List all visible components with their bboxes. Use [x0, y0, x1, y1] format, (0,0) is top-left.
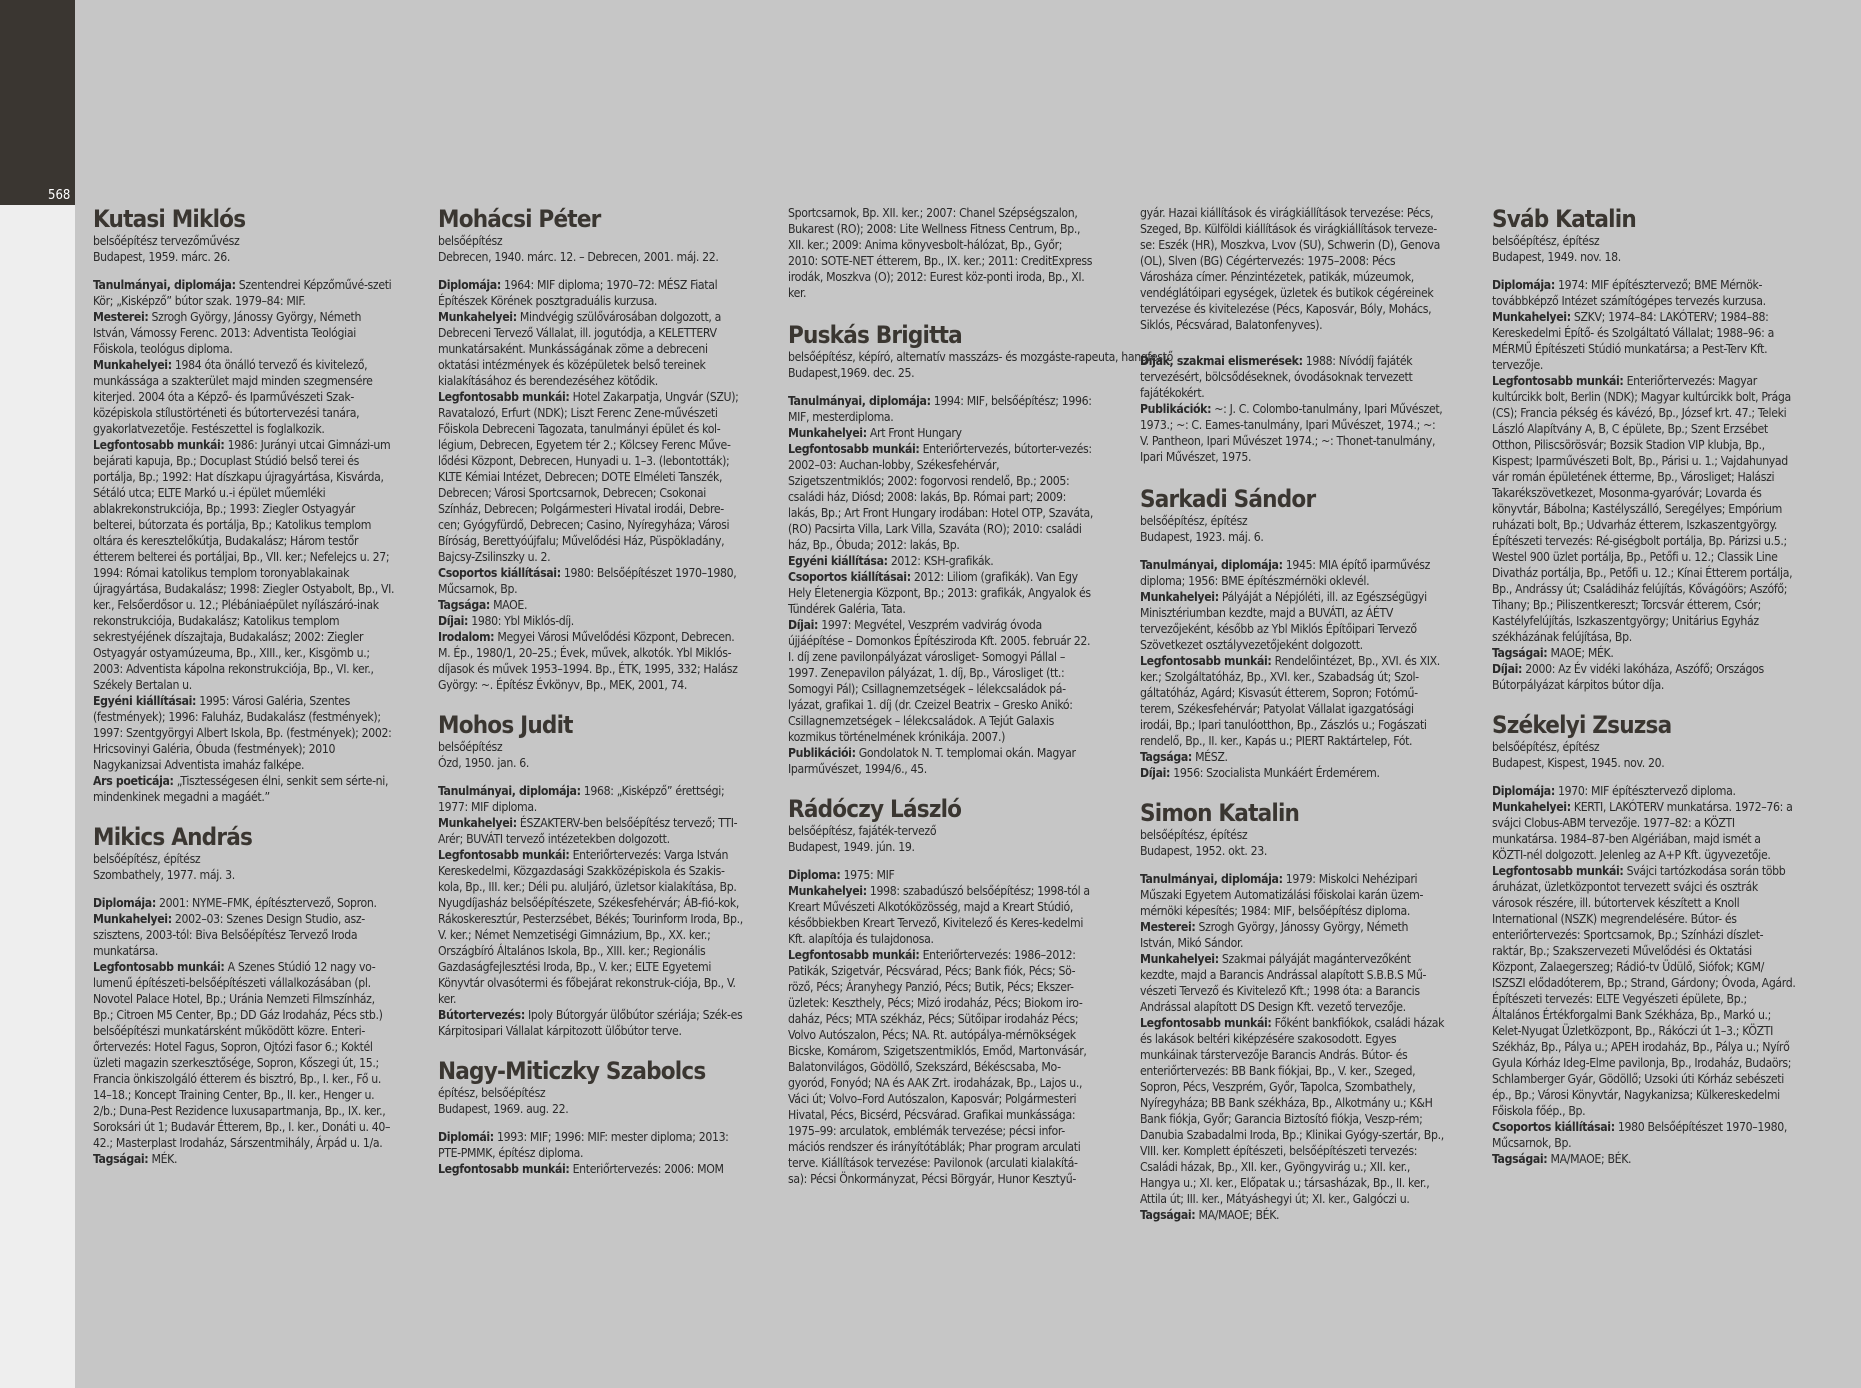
field-text: 2012: KSH-grafikák. [890, 554, 994, 568]
field-entry [1140, 1015, 1445, 1207]
biography-entry [1140, 799, 1445, 1223]
field-text: Enteriőrtervezés: 2006: MOM [572, 1162, 724, 1176]
field-entry [1492, 277, 1797, 309]
field-entry [93, 277, 398, 309]
field-text: 1980: Ybl Miklós-díj. [471, 614, 574, 628]
field-text: Ipoly Bútorgyár ülőbútor szériája; Szék-es Kárpitosipari Vállalat kárpitozott ülőbútor terve. [438, 1008, 743, 1038]
field-text: MÉSZ. [1195, 750, 1228, 764]
field-label: Munkahelyei: [1140, 952, 1219, 966]
field-text: 1980 Belsőépítészet 1970–1980, Műcsarnok, Bp. [1492, 1120, 1788, 1150]
field-entry [1140, 401, 1445, 465]
person-name: Székelyi Zsuzsa [1492, 711, 1672, 739]
entry-fields [93, 895, 398, 1167]
field-entry [788, 553, 1093, 569]
field-label: Diplomája: [1492, 278, 1555, 292]
field-label: Publikációi: [788, 746, 856, 760]
field-label: Tagságai: [1140, 1208, 1196, 1222]
field-text: 1997: Megvétel, Veszprém vadvirág óvoda újjáépítése – Domonkos Építésziroda Kft. 2005. február 22. I. díj zene pavilonpályázat városliget- Somogyi Pállal – 1997. Zenepavilon pályázat, 1. díj, Bp., Városliget (tt.: Somogyi Pál); Csillagnemzetségek – lélekcsaládok pá-lyázat, grafikai 1. díj (dr. Czeizel Beatrix – Gresko Anikó: Csillagnemzetségek – lélekcsaládok. A Tejút Galaxis kozmikus történelmének krónikája. 2007.) [788, 618, 1091, 744]
person-meta [438, 233, 743, 265]
field-entry [93, 959, 398, 1151]
field-text: Svájci tartózkodása során több áruházat, üzletközpontot tervezett svájci és osztrák városok részére, ill. bútortervek készített a Knoll International (NSZK) megrendelésére. Bútor- és enteriőrtervezés: Sportcsarnok, Bp.; Színházi díszlet-raktár, Bp.; Szakszervezeti Művelődési és Oktatási Központ, Zalaegerszeg; Rádió-tv Üdülő, Siófok; KGM/ ISZSZI elődadóterem, Bp.; Strand, Gárdony; Óvoda, Agárd. Építészeti tervezés: ELTE Vegyészeti épülete, Bp.; Általános Értékforgalmi Bank Székháza, Bp., Markó u.; Kelet-Nyugat Üzletközpont, Bp., Rákóczi út 1–3.; KÖZTI Székház, Bp., Pálya u.; APEH irodaház, Bp., Pálya u.; Nyírő Gyula Kórház Ideg-Elme pavilonja, Bp., Irodaház, Budaörs; Schlamberger Gyár, Gödöllő; Uzsoki úti Kórház sebészeti ép., Bp.; Városi Könyvtár, Nagykanizsa; Külkereskedelmi Főiskola főép., Bp. [1492, 864, 1796, 1118]
field-entry [788, 425, 1093, 441]
field-entry [1492, 373, 1797, 645]
person-name: Simon Katalin [1140, 799, 1300, 827]
field-entry [1492, 645, 1797, 661]
field-label: Legfontosabb munkái: [1140, 1016, 1272, 1030]
field-entry [788, 441, 1093, 553]
field-label: Legfontosabb munkái: [93, 438, 225, 452]
profession: belsőépítész, építész [93, 852, 201, 866]
continuation-text: gyár. Hazai kiállítások és virágkiállítások tervezése: Pécs, Szeged, Bp. Külföldi kiállítások és virágkiállítások terveze-se: Eszék (HR), Moszkva, Lvov (SU), Schwerin (D), Genova (OL), Slven (BG) Cégértervezés: 1975–2008: Pécs Városháza címer. Pénzintézetek, patikák, múzeumok, vendéglátóipari egységek, üzletek és butikok cégéreinek tervezése és kivitelezése (Pécs, Kaposvár, Bóly, Mohács, Siklós, Pécsvárad, Balatonfenyves). [1140, 206, 1441, 332]
field-label: Csoportos kiállításai: [438, 566, 561, 580]
birth-info: Debrecen, 1940. márc. 12. – Debrecen, 2001. máj. 22. [438, 250, 719, 264]
profession: belsőépítész [438, 740, 503, 754]
field-label: Tagsága: [438, 598, 490, 612]
field-text: Pályáját a Népjóléti, ill. az Egészségügyi Minisztériumban kezdte, majd a BUVÁTI, az ÁÉTV tervezőjeként, később az Ybl Miklós Építőipari Tervező Szövetkezet osztályvezetőjeként dolgozott. [1140, 590, 1427, 652]
field-entry [438, 847, 743, 1007]
field-label: Tagságai: [1492, 1152, 1548, 1166]
field-text: 1995: Városi Galéria, Szentes (festmények); 1996: Faluház, Budakalász (festmények); 1997: Szentgyörgyi Albert Iskola, Bp. (festmények); 2002: Hricsovinyi Galéria, Óbuda (festmények); 2010 Nagykanizsai Adventista imaház falképe. [93, 694, 392, 772]
column-4 [1140, 205, 1445, 1241]
person-name: Rádóczy László [788, 795, 962, 823]
field-text: 2002–03: Szenes Design Studio, asz-szisztens, 2003-tól: Biva Belsőépítész Tervező Iroda munkatársa. [93, 912, 365, 958]
entry-fields [438, 783, 743, 1039]
field-entry [1140, 919, 1445, 951]
field-text: MAOE; MÉK. [1550, 646, 1614, 660]
field-entry [438, 597, 743, 613]
field-label: Munkahelyei: [93, 912, 172, 926]
person-meta [93, 851, 398, 883]
field-text: 1993: MIF; 1996: MIF: mester diploma; 2013: PTE-PMMK, építész diploma. [438, 1130, 729, 1160]
biography-entry [788, 795, 1093, 1187]
field-label: Csoportos kiállításai: [788, 570, 911, 584]
entry-fields [438, 277, 743, 693]
field-entry [93, 895, 398, 911]
person-meta [1492, 739, 1797, 771]
field-text: 1979: Miskolci Nehézipari Műszaki Egyetem Automatizálási főiskolai karán üzem-mérnöki képesítés; 1984: MIF, belsőépítész diploma. [1140, 872, 1424, 918]
corner-tab [0, 0, 75, 205]
person-meta [1140, 513, 1445, 545]
profession: belsőépítész, építész [1492, 740, 1600, 754]
field-entry [1140, 871, 1445, 919]
field-label: Díjai: [1140, 766, 1171, 780]
field-label: Diplomája: [93, 896, 156, 910]
field-entry [788, 745, 1093, 777]
field-label: Díjai: [438, 614, 469, 628]
field-entry [93, 693, 398, 773]
field-label: Legfontosabb munkái: [1492, 864, 1624, 878]
field-entry [438, 389, 743, 565]
field-entry [1140, 353, 1445, 401]
field-entry [1492, 799, 1797, 863]
field-label: Publikációk: [1140, 402, 1212, 416]
profession: belsőépítész, fajáték-tervező [788, 824, 937, 838]
birth-info: Ózd, 1950. jan. 6. [438, 756, 530, 770]
field-entry [93, 1151, 398, 1167]
biography-entry [438, 711, 743, 1039]
field-label: Legfontosabb munkái: [788, 442, 920, 456]
field-entry [438, 613, 743, 629]
field-text: SZKV; 1974–84: LAKÓTERV; 1984–88: Kereskedelmi Építő- és Szolgáltató Vállalat; 1988–96: a MÉRMŰ Építészeti Stúdió munkatársa; a Pest-Terv Kft. tervezője. [1492, 310, 1774, 372]
field-label: Mesterei: [93, 310, 149, 324]
field-entry [1492, 1119, 1797, 1151]
field-text: Hotel Zakarpatja, Ungvár (SZU); Ravatalozó, Erfurt (NDK); Liszt Ferenc Zene-művészeti Főiskola Debreceni Tagozata, tanulmányi épület és kol-légium, Debrecen, Egyetem tér 2.; Kölcsey Ferenc Műve-lődési Központ, Debrecen, Hunyadi u. 1–3. (lebontották); KLTE Kémiai Intézet, Debrecen; DOTE Elméleti Tanszék, Debrecen; Városi Sportcsarnok, Debrecen; Csokonai Színház, Debrecen; Polgármesteri Hivatal irodái, Debre-cen; Gyógyfürdő, Debrecen; Casino, Nyíregyháza; Városi Bíróság, Berettyóújfalu; Művelődési Ház, Püspökladány, Bajcsy-Zsilinszky u. 2. [438, 390, 739, 564]
field-text: MÉK. [151, 1152, 178, 1166]
field-label: Irodalom: [438, 630, 495, 644]
field-text: 1970: MIF építésztervező diploma. [1558, 784, 1736, 798]
column-1 [93, 205, 398, 1185]
field-entry [93, 309, 398, 357]
field-text: 2000: Az Év vidéki lakóháza, Aszófő; Országos Bútorpályázat kárpitos bútor díja. [1492, 662, 1764, 692]
field-label: Csoportos kiállításai: [1492, 1120, 1615, 1134]
field-entry [788, 617, 1093, 745]
biography-entry [1492, 205, 1797, 693]
field-entry [1492, 661, 1797, 693]
field-entry [1492, 1151, 1797, 1167]
field-entry [1140, 557, 1445, 589]
field-entry [438, 565, 743, 597]
field-label: Munkahelyei: [1492, 310, 1571, 324]
field-text: 1956: Szocialista Munkáért Érdemérem. [1173, 766, 1380, 780]
field-label: Legfontosabb munkái: [438, 390, 570, 404]
field-label: Legfontosabb munkái: [1140, 654, 1272, 668]
field-entry [93, 911, 398, 959]
birth-info: Budapest, 1959. márc. 26. [93, 250, 231, 264]
field-entry [438, 1161, 743, 1177]
field-text: 2001: NYME–FMK, építésztervező, Sopron. [159, 896, 377, 910]
entry-fields [93, 277, 398, 805]
person-name: Nagy-Miticzky Szabolcs [438, 1057, 706, 1085]
entry-fields [788, 393, 1093, 777]
biography-entry [1140, 485, 1445, 781]
birth-info: Budapest, 1952. okt. 23. [1140, 844, 1268, 858]
field-entry [1140, 653, 1445, 749]
entry-fields [1140, 871, 1445, 1223]
field-entry [93, 437, 398, 693]
person-meta [93, 233, 398, 265]
field-entry [93, 357, 398, 437]
field-text: Enteriőrtervezés: 1986–2012: Patikák, Szigetvár, Pécsvárad, Pécs; Bank fiók, Pécs; Sö-röző, Pécs; Áranyhegy Panzió, Pécs; Butik, Pécs; Ekszer-üzletek: Keszthely, Pécs; Mizó irodaház, Pécs; Biokom iro-daház, Pécs; MTA székház, Pécs; Sütőipar irodaház Pécs; Volvo Autószalon, Pécs; NA. Rt. autópálya-mérnökségek Bicske, Komárom, Szigetszentmiklós, Emőd, Martonvásár, Balatonvilágos, Gödöllő, Szekszárd, Békéscsaba, Mo-gyoród, Fonyód; NA és AAK Zrt. irodaházak, Bp., Lajos u., Váci út; Volvo–Ford Autószalon, Kaposvár; Polgármesteri Hivatal, Pécs, Bicsérd, Pécsvárad. Grafikai munkássága: 1975–99: arculatok, emblémák tervezése; pécsi infor-mációs rendszer és irányítótáblák; Phar program arculati terve. Kiállítások tervezése: Pavilonok (arculati kialakítá-sa): Pécsi Önkormányzat, Pécsi Börgyár, Hunor Kesztyű- [788, 948, 1087, 1186]
field-label: Tanulmányai, diplomája: [93, 278, 236, 292]
profession: építész, belsőépítész [438, 1086, 546, 1100]
field-text: Szakmai pályáját magántervezőként kezdte, majd a Barancis Andrással alapított S.B.B.S Mű-vészeti Tervező és Kivitelező Kft.; 1998 óta: a Barancis Andrással alapított DS Design Kft. vezető tervezője. [1140, 952, 1427, 1014]
biography-entry [438, 1057, 743, 1177]
field-text: ~: J. C. Colombo-tanulmány, Ipari Művészet, 1973.; ~: C. Eames-tanulmány, Ipari Művészet, 1974.; ~: V. Pantheon, Ipari Művészet 1974.; ~: Thonet-tanulmány, Ipari Művészet, 1975. [1140, 402, 1443, 464]
birth-info: Budapest, 1949. nov. 18. [1492, 250, 1621, 264]
field-text: Art Front Hungary [869, 426, 962, 440]
field-label: Tagságai: [1492, 646, 1548, 660]
birth-info: Budapest, 1949. jún. 19. [788, 840, 915, 854]
field-label: Egyéni kiállításai: [93, 694, 197, 708]
field-text: Enteriőrtervezés: Magyar kultúrcikk bolt, Berlin (NDK); Magyar kultúrcikk bolt, Prága (CS); Francia pékség és kávézó, Bp., József krt. 47.; Teleki László Alapítvány A, B, C épülete, Bp.; Szent Erzsébet Otthon, Piliscsörösvár; Bozsik Stadion VIP klubja, Bp., Kispest; Iparművészeti Bolt, Bp., Párisi u. 1.; Vajdahunyad vár román épületének étterme, Bp., Városliget; Halászi Takarékszövetkezet, Mosonma-gyaróvár; Lovarda és könyvtár, Bábolna; Kastélyszálló, Seregélyes; Empórium ruházati bolt, Bp.; Udvarház étterem, Iszkaszentgyörgy. Építészeti tervezés: Ré-giségbolt portálja, Bp. Párizsi u.5.; Westel 900 üzlet portálja, Bp., Petőfi u. 12.; Classik Line Divatház portálja, Bp., Petőfi u. 12.; Kínai Étterem portálja, Bp., Andrássy út; Családiház felújítás, Kővágóörs; Aszófő; Tihany; Bp.; Piliszentkereszt; Torcsvár étterem, Csór; Kastélyfelújítás, Iszkaszentgyörgy; Unitárius Egyház székházának felújítása, Bp. [1492, 374, 1793, 644]
field-entry [438, 277, 743, 309]
field-label: Legfontosabb munkái: [1492, 374, 1624, 388]
field-label: Munkahelyei: [788, 426, 867, 440]
person-meta [438, 739, 743, 771]
person-name: Sarkadi Sándor [1140, 485, 1316, 513]
field-label: Diplomái: [438, 1130, 494, 1144]
field-label: Legfontosabb munkái: [438, 848, 570, 862]
field-label: Legfontosabb munkái: [93, 960, 225, 974]
field-label: Munkahelyei: [788, 884, 867, 898]
field-label: Ars poeticája: [93, 774, 174, 788]
left-margin-strip [0, 0, 75, 1388]
field-text: 1984 óta önálló tervező és kivitelező, munkássága a szakterület majd minden szegmensére kiterjed. 2004 óta a Képző- és Iparművészeti Szak-középiskola stílustörténeti és bútortervezési tanára, gyakorlatvezetője. Festészettel is foglalkozik. [93, 358, 373, 436]
field-entry [788, 393, 1093, 425]
person-name: Sváb Katalin [1492, 205, 1636, 233]
profession: belsőépítész, építész [1492, 234, 1600, 248]
field-label: Mesterei: [1140, 920, 1196, 934]
field-label: Diplomája: [1492, 784, 1555, 798]
person-name: Mohácsi Péter [438, 205, 601, 233]
field-label: Legfontosabb munkái: [438, 1162, 570, 1176]
field-text: Szrogh György, Jánossy György, Németh István, Mikó Sándor. [1140, 920, 1409, 950]
person-meta [1140, 827, 1445, 859]
field-entry [1140, 951, 1445, 1015]
entry-fields [438, 1129, 743, 1177]
person-meta [438, 1085, 743, 1117]
birth-info: Budapest, 1923. máj. 6. [1140, 530, 1264, 544]
field-text: 1975: MIF [843, 868, 895, 882]
field-text: Gondolatok N. T. templomai okán. Magyar Iparművészet, 1994/6., 45. [788, 746, 1076, 776]
field-text: 1945: MIA építő iparművész diploma; 1956: BME építészmérnöki oklevél. [1140, 558, 1431, 588]
field-label: Diplomája: [438, 278, 501, 292]
field-entry [788, 569, 1093, 617]
continuation-text: Sportcsarnok, Bp. XII. ker.; 2007: Chanel Szépségszalon, Bukarest (RO); 2008: Lite Wellness Fitness Centrum, Bp., XII. ker.; 2009: Anima könyvesbolt-hálózat, Bp., Győr; 2010: SOTE-NET étterem, Bp., IX. ker.; 2011: CreditExpress irodák, Moszkva (O); 2012: Eurest köz-ponti iroda, Bp., XI. ker. [788, 206, 1093, 300]
field-label: Tanulmányai, diplomája: [1140, 558, 1283, 572]
field-text: Mindvégig szülővárosában dolgozott, a Debreceni Tervező Vállalat, ill. jogutódja, a KELETTERV munkatársaként. Munkásságának zöme a debreceni oktatási intézmények és középületek belső tereinek kialakításához és berendezéséhez kötődik. [438, 310, 722, 388]
field-text: Enteriőrtervezés: Varga István Kereskedelmi, Közgazdasági Szakközépiskola és Szakis-kola, Bp., III. ker.; Déli pu. aluljáró, üzletsor kialakítása, Bp. Nyugdíjasház belsőépítészete, Székesfehérvár; ÁB-fió-kok, Rákoskeresztúr, Pesterzsébet, Békés; Tourinform Iroda, Bp., V. ker.; Német Nemzetiségi Gimnázium, Bp., XX. ker.; Országbíró Általános Iskola, Bp., XIII. ker.; Regionális Gazdaságfejlesztési Iroda, Bp., V. ker.; ELTE Egyetemi Könyvtár olvasótermi és főbejárat rekonstruk-ciója, Bp., V. ker. [438, 848, 743, 1006]
profession: belsőépítész, építész [1140, 514, 1248, 528]
field-label: Tagságai: [93, 1152, 149, 1166]
field-entry [1140, 589, 1445, 653]
field-label: Tanulmányai, diplomája: [788, 394, 931, 408]
person-meta [788, 349, 1173, 381]
field-entry [93, 773, 398, 805]
person-name: Mohos Judit [438, 711, 573, 739]
field-text: Szentendrei Képzőművé-szeti Kör; „Kisképző” bútor szak. 1979–84: MIF. [93, 278, 392, 308]
field-text: Rendelőintézet, Bp., XVI. és XIX. ker.; Szolgáltatóház, Bp., XVI. ker., Szabadság út; Szol-gáltatóház, Agárd; Kisvasút étterem, Sopron; Fotómű-terem, Székesfehérvár; Patyolat Vállalat igazgatósági irodái, Bp.; Ipari tanulóotthon, Bp., Zászlós u.; Fogászati rendelő, Bp., II. ker., Kapás u.; PIERT Raktártelep, Fót. [1140, 654, 1440, 748]
person-meta [788, 823, 1093, 855]
person-meta [1492, 233, 1797, 265]
field-entry [1492, 863, 1797, 1119]
field-text: 1998: szabadúszó belsőépítész; 1998-tól a Kreart Művészeti Alkotóközösség, majd a Kreart Stúdió, későbbiekben Kreart Tervező, Kivitelező és Keres-kedelmi Kft. alapítója és tulajdonosa. [788, 884, 1090, 946]
field-label: Díjai: [788, 618, 819, 632]
field-text: ÉSZAKTERV-ben belsőépítész tervező; TTI-Arér; BUVÁTI tervező intézetekben dolgozott. [438, 816, 738, 846]
person-name: Kutasi Miklós [93, 205, 246, 233]
field-label: Munkahelyei: [93, 358, 172, 372]
field-entry [1492, 783, 1797, 799]
birth-info: Budapest, Kispest, 1945. nov. 20. [1492, 756, 1665, 770]
field-entry [1140, 765, 1445, 781]
page-number: 568 [48, 188, 71, 203]
field-text: KERTI, LAKÓTERV munkatársa. 1972–76: a svájci Clobus-ABM tervezője. 1977–82: a KÖZTI munkatársa. 1984–87-ben Algériában, majd ismét a KÖZTI-nél dolgozott. Jelenleg az A+P Kft. ügyvezetője. [1492, 800, 1793, 862]
field-text: Megyei Városi Művelődési Központ, Debrecen. M. Ép., 1980/1, 20–25.; Évek, művek, alkotók. Ybl Miklós-díjasok és művek 1953–1994. Bp., ÉTK, 1995, 332; Halász György: ~. Építész Évkönyv, Bp., MEK, 2001, 74. [438, 630, 738, 692]
biography-entry [93, 823, 398, 1167]
field-entry [438, 1007, 743, 1039]
field-text: 1988: Nívódíj fajáték tervezésért, bölcsődéseknek, óvodásoknak tervezett fajátékokért. [1140, 354, 1413, 400]
field-entry [438, 629, 743, 693]
field-text: 1994: MIF, belsőépítész; 1996: MIF, mesterdiploma. [788, 394, 1092, 424]
field-entry [1140, 1207, 1445, 1223]
field-entry [438, 1129, 743, 1161]
field-text: MA/MAOE; BÉK. [1198, 1208, 1280, 1222]
person-name: Mikics András [93, 823, 253, 851]
field-text: Főként bankfiókok, családi házak és lakások beltéri kiképzésére szakosodott. Egyes munkáinak társtervezője Barancis András. Bútor- és enteriőrtervezés: BB Bank fiókjai, Bp., V. ker., Szeged, Sopron, Pécs, Veszprém, Győr, Tapolca, Szombathely, Nyíregyháza; BB Bank székháza, Bp., Alkotmány u.; K&H Bank fiókja, Győr; Garancia Biztosító fiókja, Veszp-rém; Danubia Szabadalmi Iroda, Bp.; Klinikai Gyógy-szertár, Bp., VIII. ker. Komplett építészeti, belsőépítészeti tervezés: Családi házak, Bp., XII. ker., Gyöngyvirág u.; XII. ker., Hangya u.; XI. ker., Előpatak u.; társasházak, Bp., II. ker., Attila út; III. ker., Mátyáshegyi út; XI. ker., Galgóczi u. [1140, 1016, 1445, 1206]
field-label: Tanulmányai, diplomája: [1140, 872, 1283, 886]
column-5 [1492, 205, 1797, 1185]
field-text: Szrogh György, Jánossy György, Németh István, Vámossy Ferenc. 2013: Adventista Teológiai Főiskola, teológus diploma. [93, 310, 362, 356]
field-text: MA/MAOE; BÉK. [1550, 1152, 1632, 1166]
field-text: 1974: MIF építésztervező; BME Mérnök-továbbképző Intézet számítógépes tervezés kurzusa. [1492, 278, 1766, 308]
field-label: Díjak, szakmai elismerések: [1140, 354, 1303, 368]
profession: belsőépítész [438, 234, 503, 248]
entry-fields [1492, 277, 1797, 693]
field-entry [1492, 309, 1797, 373]
field-label: Munkahelyei: [438, 310, 517, 324]
field-text: 1986: Jurányi utcai Gimnázi-um bejárati kapuja, Bp.; Docuplast Stúdió belső terei és portálja, Bp.; 1992: Hat díszkapu újragyártása, Kisvárda, Sétáló utca; ELTE Markó u.-i épület műemléki ablakrekonstrukciója, Bp.; 1993: Ziegler Ostyagyár belterei, bútorzata és portálja, Bp.; Katolikus templom oltára és keresztelőkútja, Budakalász; Három testőr étterem belterei és portáljai, Bp., VII. ker.; Nefelejcs u. 27; 1994: Római katolikus templom toronyablakainak újragyártása, Budakalász; 1998: Ziegler Ostyabolt, Bp., VI. ker., Felsőerdősor u. 12.; Plébániaépület nyílászáró-inak rekonstrukciója, Budakalász; Katolikus templom sekrestyéjének díszajtaja, Budakalász; 2002: Ziegler Ostyagyár ostyamúzeuma, Bp., XIII., ker., Kisgömb u.; 2003: Adventista kápolna rekonstrukciója, Bp., VI. ker., Székely Bertalan u. [93, 438, 395, 692]
field-label: Munkahelyei: [1140, 590, 1219, 604]
field-label: Tanulmányai, diplomája: [438, 784, 581, 798]
field-label: Munkahelyei: [1492, 800, 1571, 814]
profession: belsőépítész, építész [1140, 828, 1248, 842]
field-entry [438, 815, 743, 847]
field-text: „Tisztességesen élni, senkit sem sérte-ni, mindenkinek megadni a magáét.” [93, 774, 389, 804]
biography-entry [1492, 711, 1797, 1167]
profession: belsőépítész tervezőművész [93, 234, 240, 248]
profession: belsőépítész, képíró, alternatív masszázs- és mozgáste-rapeuta, hangfestő [788, 350, 1173, 364]
biography-entry [93, 205, 398, 805]
field-entry [788, 883, 1093, 947]
field-label: Bútortervezés: [438, 1008, 525, 1022]
field-label: Munkahelyei: [438, 816, 517, 830]
field-text: 2012: Liliom (grafikák). Van Egy Hely Életenergia Központ, Bp.; 2013: grafikák, Angyalok és Tündérek Galéria, Tata. [788, 570, 1091, 616]
field-entry [788, 867, 1093, 883]
entry-fields [1140, 557, 1445, 781]
biography-entry [438, 205, 743, 693]
field-entry [438, 783, 743, 815]
field-label: Tagsága: [1140, 750, 1192, 764]
field-label: Egyéni kiállítása: [788, 554, 888, 568]
field-text: Enteriőrtervezés, bútorter-vezés: 2002–03: Auchan-lobby, Székesfehérvár, Szigetszentmiklós; 2002: fogorvosi rendelő, Bp.; 2005: családi ház, Diósd; 2008: lakás, Bp. Római part; 2009: lakás, Bp.; Art Front Hungary irodában: Hotel OTP, Szaváta, (RO) Pacsirta Villa, Lark Villa, Szaváta (RO); 2010: családi ház, Bp., Óbuda; 2012: lakás, Bp. [788, 442, 1094, 552]
field-entry [788, 947, 1093, 1187]
birth-info: Szombathely, 1977. máj. 3. [93, 868, 235, 882]
field-text: MAOE. [493, 598, 528, 612]
field-text: 1980: Belsőépítészet 1970–1980, Műcsarnok, Bp. [438, 566, 737, 596]
birth-info: Budapest, 1969. aug. 22. [438, 1102, 569, 1116]
field-label: Diploma: [788, 868, 841, 882]
field-text: A Szenes Stúdió 12 nagy vo-lumenű építészeti-belsőépítészeti vállalkozásában (pl. Novotel Palace Hotel, Bp.; Uránia Nemzeti Filmszínház, Bp.; Citroen M5 Center, Bp.; DD Gáz Irodaház, Pécs stb.) belsőépítészi munkatársként működött közre. Enteri-őrtervezés: Hotel Fagus, Sopron, Ojtózi fasor 6.; Koktél üzleti magazin szerkesztősége, Sopron, Kőszegi út, 15.; Francia önkiszolgáló étterem és bisztró, Bp., I. ker., Fő u. 14–18.; Koncept Training Center, Bp., II. ker., Henger u. 2/b.; Duna-Pest Rezidence luxusapartmanja, Bp., IX. ker., Soroksári út 1; Budavár Étterem, Bp., I. ker., Donáti u. 40–42.; Masterplast Irodaház, Sárszentmihály, Árpád u. 1/a. [93, 960, 391, 1150]
column-2 [438, 205, 743, 1195]
field-label: Díjai: [1492, 662, 1523, 676]
entry-fields [1492, 783, 1797, 1167]
field-text: 1964: MIF diploma; 1970–72: MÉSZ Fiatal Építészek Körének posztgraduális kurzusa. [438, 278, 718, 308]
person-name: Puskás Brigitta [788, 321, 962, 349]
field-entry [1140, 749, 1445, 765]
field-label: Legfontosabb munkái: [788, 948, 920, 962]
entry-fields [788, 867, 1093, 1187]
birth-info: Budapest,1969. dec. 25. [788, 366, 915, 380]
field-entry [438, 309, 743, 389]
field-text: 1968: „Kisképző” érettségi; 1977: MIF diploma. [438, 784, 725, 814]
